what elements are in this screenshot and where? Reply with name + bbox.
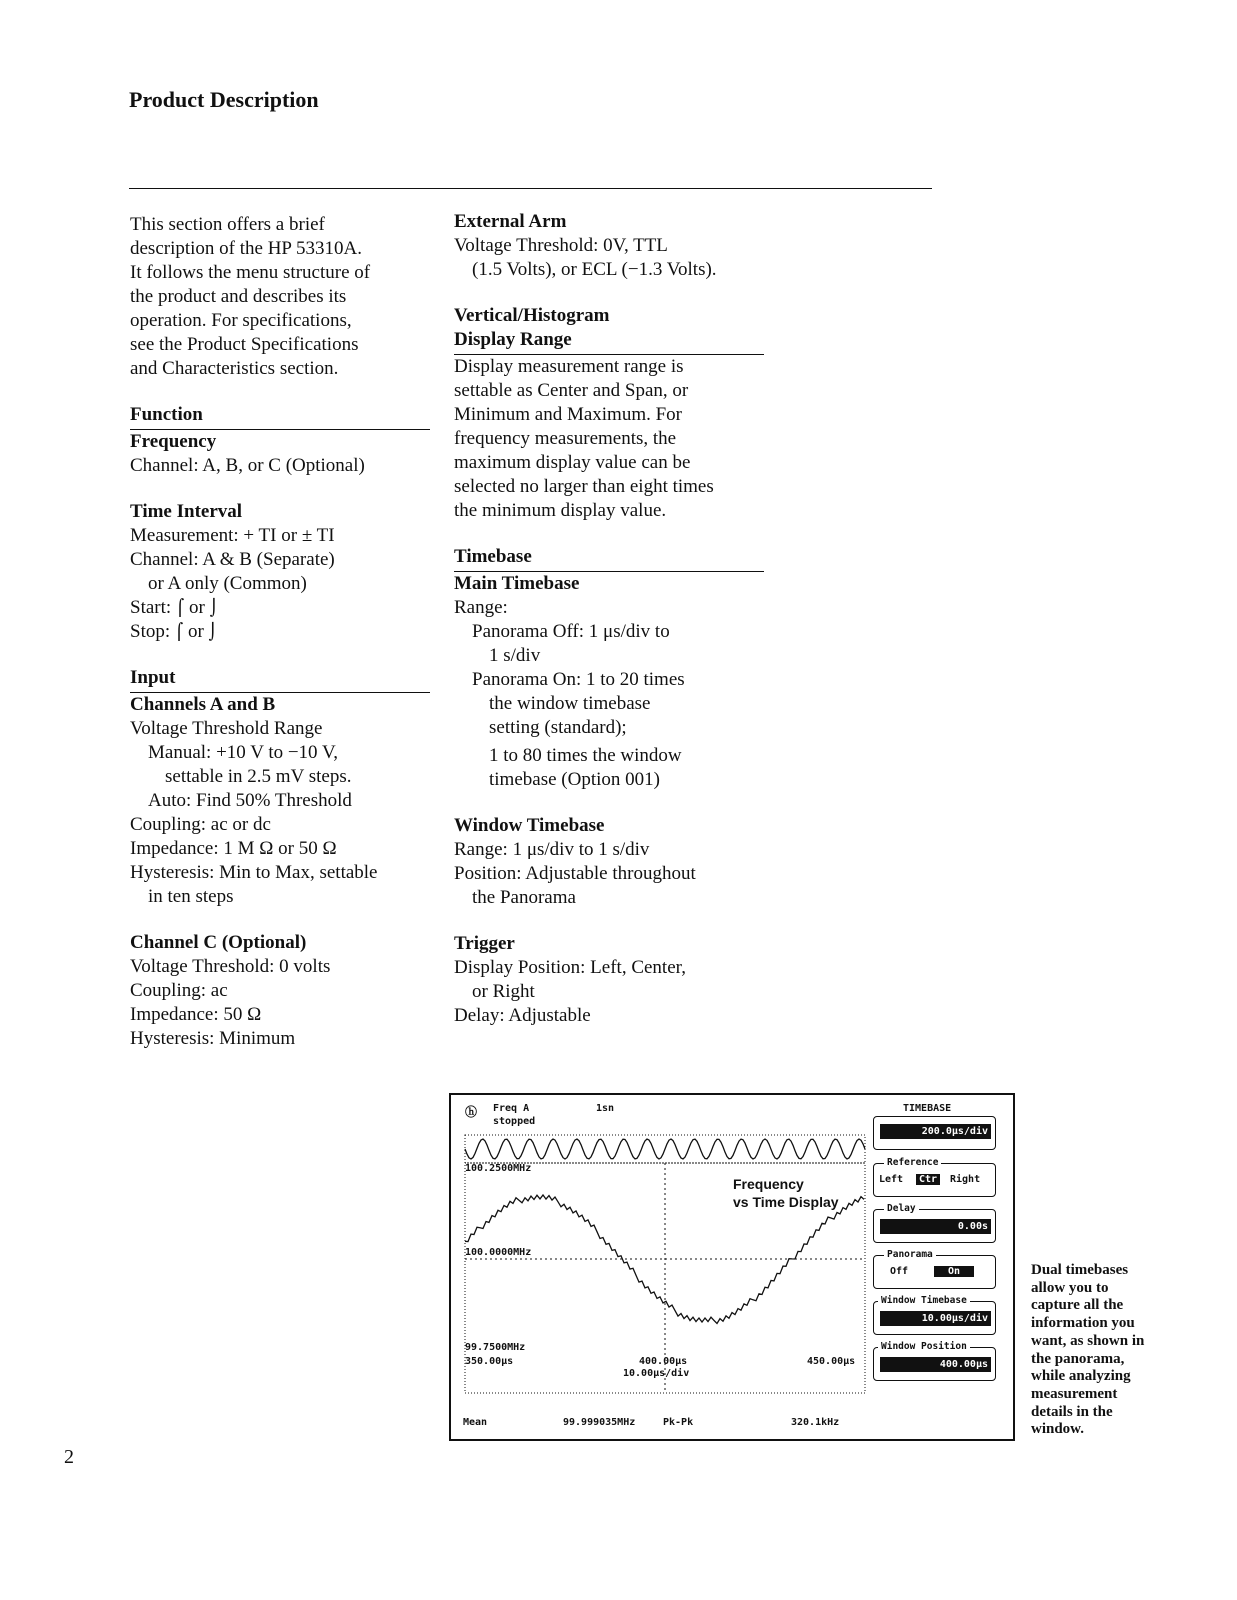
ab-line: Manual: +10 V to −10 V,	[148, 742, 338, 763]
window-timebase-softkey[interactable]	[873, 1295, 996, 1335]
start-line	[130, 596, 430, 620]
ref-center-option: Ctr	[916, 1174, 940, 1185]
mean-label: Mean	[463, 1417, 488, 1428]
instrument-screen-figure	[449, 1093, 1015, 1441]
panorama-softkey[interactable]	[873, 1249, 996, 1289]
timebase-value: 200.0μs/div	[880, 1124, 991, 1139]
rising-edge-icon: ⌠	[175, 598, 185, 617]
x-right-label: 450.00μs	[807, 1356, 856, 1367]
reference-softkey[interactable]	[873, 1157, 996, 1197]
panorama-on-option: On	[934, 1266, 974, 1277]
main-timebase-title: Main Timebase	[454, 573, 580, 594]
intro-line: see the Product Specifications	[130, 334, 359, 355]
main-line: the window timebase	[489, 693, 651, 714]
main-line: 1 s/div	[489, 645, 541, 666]
caption-line: capture all the	[1031, 1297, 1124, 1314]
intro-line: and Characteristics section.	[130, 358, 339, 379]
panorama-trace	[465, 1139, 865, 1159]
pkpk-value: 320.1kHz	[791, 1417, 840, 1428]
vh-line: maximum display value can be	[454, 452, 691, 473]
time-interval-title: Time Interval	[130, 501, 243, 522]
status-gate: 1sn	[596, 1103, 615, 1114]
intro-line: It follows the menu structure of	[130, 262, 371, 283]
frequency-channel: Channel: A, B, or C (Optional)	[130, 455, 365, 476]
window-timebase-value: 10.00μs/div	[880, 1311, 991, 1326]
falling-edge-icon: ⌡	[209, 598, 218, 617]
function-heading: Function	[130, 403, 430, 430]
intro-line: description of the HP 53310A.	[130, 238, 363, 259]
ab-line: in ten steps	[148, 886, 234, 907]
external-arm-title: External Arm	[454, 211, 567, 232]
window-line: Range: 1 μs/div to 1 s/div	[454, 839, 650, 860]
callout-line: vs Time Display	[733, 1194, 839, 1210]
menu-title: TIMEBASE	[903, 1103, 952, 1114]
window-timebase-title: Window Timebase	[454, 815, 605, 836]
caption-line: information you	[1031, 1315, 1135, 1332]
delay-value: 0.00s	[880, 1219, 991, 1234]
caption-line: details in the	[1031, 1403, 1113, 1420]
or-text: or	[187, 621, 204, 642]
channel-c-title: Channel C (Optional)	[130, 932, 307, 953]
trigger-line: Delay: Adjustable	[454, 1005, 591, 1026]
falling-edge-icon: ⌡	[208, 622, 217, 641]
vh-line: frequency measurements, the	[454, 428, 677, 449]
callout-line: Frequency	[733, 1176, 804, 1192]
c-line: Coupling: ac	[130, 980, 228, 1001]
c-line: Impedance: 50 Ω	[130, 1004, 262, 1025]
caption-line: Dual timebases	[1031, 1262, 1129, 1278]
section-divider	[129, 188, 932, 189]
timebase-softkey[interactable]	[873, 1116, 996, 1150]
ref-left-option: Left	[879, 1174, 904, 1185]
page-number: 2	[64, 1446, 74, 1468]
stop-label: Stop:	[130, 621, 171, 642]
reference-label: Reference	[884, 1157, 941, 1168]
panorama-off-option: Off	[890, 1266, 909, 1277]
left-column	[130, 213, 430, 1051]
status-function: Freq A	[493, 1103, 530, 1114]
c-line: Voltage Threshold: 0 volts	[130, 956, 331, 977]
main-line: Panorama Off: 1 μs/div to	[472, 621, 670, 642]
window-position-softkey[interactable]	[873, 1341, 996, 1381]
window-line: the Panorama	[472, 887, 576, 908]
intro-line: the product and describes its	[130, 286, 347, 307]
caption-line: allow you to	[1031, 1279, 1109, 1296]
caption-line: measurement	[1031, 1385, 1118, 1402]
trigger-line: Display Position: Left, Center,	[454, 957, 686, 978]
stop-line	[130, 620, 430, 644]
vh-line: Minimum and Maximum. For	[454, 404, 682, 425]
caption-line: the panorama,	[1031, 1350, 1125, 1367]
start-label: Start:	[130, 597, 172, 618]
ab-line: Impedance: 1 M Ω or 50 Ω	[130, 838, 337, 859]
ti-channel: Channel: A & B (Separate)	[130, 549, 335, 570]
ext-line: Voltage Threshold: 0V, TTL	[454, 235, 668, 256]
x-div-label: 10.00μs/div	[623, 1368, 690, 1379]
main-line: Panorama On: 1 to 20 times	[472, 669, 685, 690]
ab-line: settable in 2.5 mV steps.	[165, 766, 352, 787]
y-bottom-label: 99.7500MHz	[465, 1342, 526, 1353]
c-line: Hysteresis: Minimum	[130, 1028, 296, 1049]
y-top-label: 100.2500MHz	[465, 1163, 532, 1174]
trigger-line: or Right	[472, 981, 535, 1002]
rising-edge-icon: ⌠	[174, 622, 184, 641]
window-line: Position: Adjustable throughout	[454, 863, 696, 884]
main-line: 1 to 80 times the window	[489, 745, 682, 766]
figure-caption	[1031, 1262, 1201, 1439]
ab-line: Voltage Threshold Range	[130, 718, 323, 739]
window-position-value: 400.00μs	[880, 1357, 991, 1372]
ref-right-option: Right	[950, 1174, 981, 1185]
page-title: Product Description	[129, 87, 319, 112]
channels-ab-title: Channels A and B	[130, 694, 276, 715]
main-line: timebase (Option 001)	[489, 769, 660, 790]
vh-line: selected no larger than eight times	[454, 476, 714, 497]
caption-line: while analyzing	[1031, 1368, 1131, 1385]
vertical-histogram-title: Vertical/Histogram	[454, 305, 610, 326]
delay-softkey[interactable]	[873, 1203, 996, 1243]
caption-line: window.	[1031, 1421, 1084, 1438]
ab-line: Hysteresis: Min to Max, settable	[130, 862, 378, 883]
middle-column	[454, 210, 764, 1028]
ti-channel-common: or A only (Common)	[148, 573, 307, 594]
ti-measurement: Measurement: + TI or ± TI	[130, 525, 335, 546]
ext-line: (1.5 Volts), or ECL (−1.3 Volts).	[472, 259, 717, 280]
vh-line: settable as Center and Span, or	[454, 380, 689, 401]
timebase-heading: Timebase	[454, 545, 764, 572]
x-mid-label: 400.00μs	[639, 1356, 688, 1367]
frequency-title: Frequency	[130, 431, 217, 452]
frequency-callout	[733, 1175, 839, 1211]
trigger-title: Trigger	[454, 933, 515, 954]
caption-line: want, as shown in	[1031, 1332, 1145, 1349]
display-range-title: Display Range	[454, 328, 764, 355]
pkpk-label: Pk-Pk	[663, 1417, 694, 1428]
input-heading: Input	[130, 666, 430, 693]
x-left-label: 350.00μs	[465, 1356, 514, 1367]
window-timebase-label: Window Timebase	[878, 1295, 970, 1306]
main-line: setting (standard);	[489, 717, 627, 738]
main-line: Range:	[454, 597, 508, 618]
hp-logo-icon: ⓗ	[465, 1105, 478, 1119]
vh-line: Display measurement range is	[454, 356, 684, 377]
status-state: stopped	[493, 1116, 536, 1127]
panorama-label: Panorama	[884, 1249, 936, 1260]
ab-line: Coupling: ac or dc	[130, 814, 271, 835]
ab-line: Auto: Find 50% Threshold	[148, 790, 352, 811]
delay-label: Delay	[884, 1203, 919, 1214]
intro-line: This section offers a brief	[130, 214, 325, 235]
y-mid-label: 100.0000MHz	[465, 1247, 532, 1258]
window-position-label: Window Position	[878, 1341, 970, 1352]
or-text: or	[189, 597, 205, 618]
intro-line: operation. For specifications,	[130, 310, 352, 331]
mean-value: 99.999035MHz	[563, 1417, 636, 1428]
vh-line: the minimum display value.	[454, 500, 667, 521]
